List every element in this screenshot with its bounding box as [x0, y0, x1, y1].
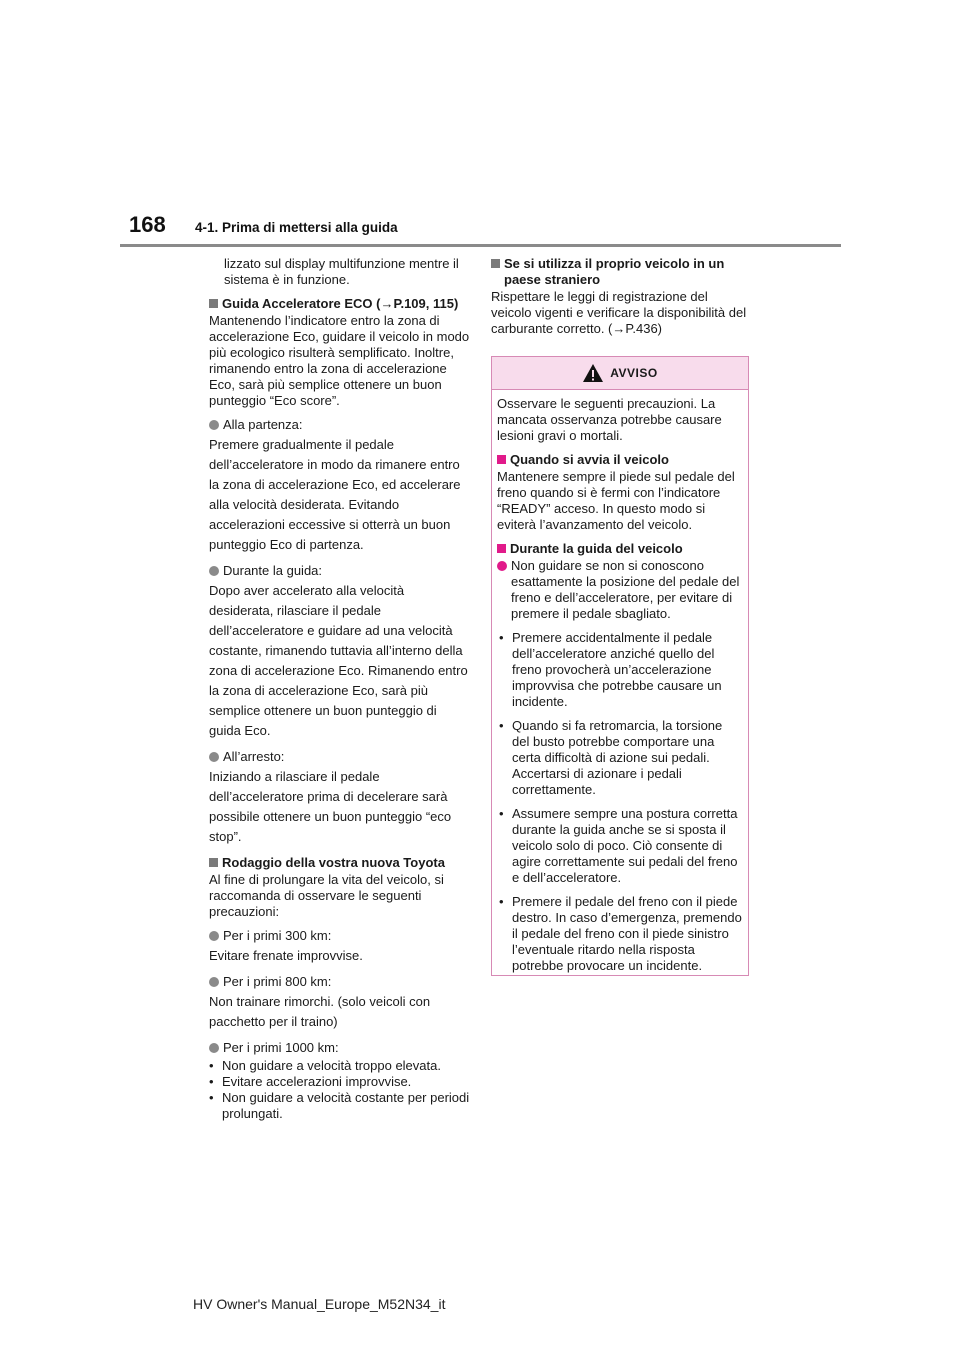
warning-start-body: Mantenere sempre il piede sul pedale del freno quando si è fermi con l’indicatore “READY” acceso. In questo modo si eviterà l’avanzamento del veicolo. — [497, 469, 735, 532]
eco-body: Mantenendo l’indicatore entro la zona di accelerazione Eco, guidare il veicolo in modo più ecologico risulterà semplificato. Inoltre, rimanendo entro la zona di accelerazione Eco, sarà più semplice ottenere un buon punteggio “Eco score”. — [209, 313, 470, 408]
warning-start-heading: Quando si avvia il veicolo — [497, 452, 743, 468]
square-bullet-icon — [491, 259, 500, 268]
right-column — [491, 256, 751, 345]
800km-body: Non trainare rimorchi. (solo veicoli con pacchetto per il traino) — [209, 994, 431, 1029]
warning-header — [492, 357, 748, 390]
circle-bullet-icon — [209, 977, 219, 987]
header-divider — [120, 244, 841, 247]
bullet-800km: Per i primi 800 km: — [209, 974, 471, 990]
driving-body: Dopo aver accelerato alla velocità desiderata, rilasciare il pedale dell’acceleratore e guidare ad una velocità costante, rimanendo tuttavia all’interno della zona di accelerazione Eco. Rimanendo entro la zona di accelerazione Eco, sarà più semplice ottenere un buon punteggio di guida Eco. — [209, 583, 468, 738]
left-column — [209, 256, 471, 1122]
rodaggio-body: Al fine di prolungare la vita del veicolo, si raccomanda di osservare le seguenti precauzioni: — [209, 872, 444, 919]
warning-body — [492, 390, 748, 974]
warning-title: AVVISO — [610, 366, 658, 380]
list-item: • Non guidare a velocità troppo elevata. — [209, 1058, 441, 1073]
square-bullet-icon — [497, 544, 506, 553]
warning-pedal-bullet: Non guidare se non si conoscono esattamente la posizione del pedale del freno e dell’acceleratore, per evitare di premere il pedale sbagliato. — [497, 558, 743, 622]
start-body: Premere gradualmente il pedale dell’acceleratore in modo da rimanere entro la zona di accelerazione Eco, ed accelerare alla velocità desiderata. Evitando accelerazioni eccessive si otterrà un buon punteggio Eco di partenza. — [209, 437, 461, 552]
warning-box — [491, 356, 749, 976]
list-item: • Non guidare a velocità costante per periodi prolungati. — [209, 1090, 470, 1121]
abroad-body: Rispettare le leggi di registrazione del veicolo vigenti e verificare la disponibilità del carburante corretto. (→P.436) — [491, 289, 747, 336]
bullet-start: Alla partenza: — [209, 417, 471, 433]
circle-bullet-icon — [497, 561, 507, 571]
bullet-stop: All’arresto: — [209, 749, 471, 765]
rodaggio-heading: Rodaggio della vostra nuova Toyota — [209, 855, 471, 871]
square-bullet-icon — [497, 455, 506, 464]
circle-bullet-icon — [209, 752, 219, 762]
circle-bullet-icon — [209, 931, 219, 941]
300km-body: Evitare frenate improvvise. — [209, 948, 363, 963]
list-item: • Premere accidentalmente il pedale dell’acceleratore anziché quello del freno provocherà un’accelerazione improvvisa che potrebbe causare un incidente. — [499, 630, 722, 709]
footer-text: HV Owner's Manual_Europe_M52N34_it — [193, 1296, 446, 1312]
abroad-heading: Se si utilizza il proprio veicolo in un paese straniero — [491, 256, 751, 288]
section-title: 4-1. Prima di mettersi alla guida — [195, 220, 398, 235]
list-item: • Assumere sempre una postura corretta durante la guida anche se si sposta il veicolo solo di poco. Ciò consente di agire correttamente sui pedali del freno e dell’acceleratore. — [499, 806, 738, 885]
list-item: • Premere il pedale del freno con il piede destro. In caso d’emergenza, premendo il pedale del freno con il piede sinistro l’eventuale ritardo nella risposta potrebbe provocare un incidente. — [499, 894, 742, 973]
warning-triangle-icon — [582, 363, 604, 383]
warning-driving-heading: Durante la guida del veicolo — [497, 541, 743, 557]
circle-bullet-icon — [209, 566, 219, 576]
circle-bullet-icon — [209, 420, 219, 430]
page-number: 168 — [129, 212, 166, 237]
intro-text: lizzato sul display multifunzione mentre il sistema è in funzione. — [224, 256, 459, 287]
list-item: • Quando si fa retromarcia, la torsione del busto potrebbe comportare una certa difficoltà di azione sui pedali. Accertarsi di azionare i pedali correttamente. — [499, 718, 723, 797]
eco-heading: Guida Acceleratore ECO (→P.109, 115) — [209, 296, 471, 312]
bullet-300km: Per i primi 300 km: — [209, 928, 471, 944]
list-item: • Evitare accelerazioni improvvise. — [209, 1074, 412, 1089]
square-bullet-icon — [209, 299, 218, 308]
page-header — [0, 0, 960, 250]
warning-intro: Osservare le seguenti precauzioni. La mancata osservanza potrebbe causare lesioni gravi o mortali. — [497, 396, 722, 443]
bullet-1000km: Per i primi 1000 km: — [209, 1040, 471, 1056]
circle-bullet-icon — [209, 1043, 219, 1053]
bullet-driving: Durante la guida: — [209, 563, 471, 579]
square-bullet-icon — [209, 858, 218, 867]
stop-body: Iniziando a rilasciare il pedale dell’acceleratore prima di decelerare sarà possibile ottenere un buon punteggio “eco stop”. — [209, 769, 452, 844]
